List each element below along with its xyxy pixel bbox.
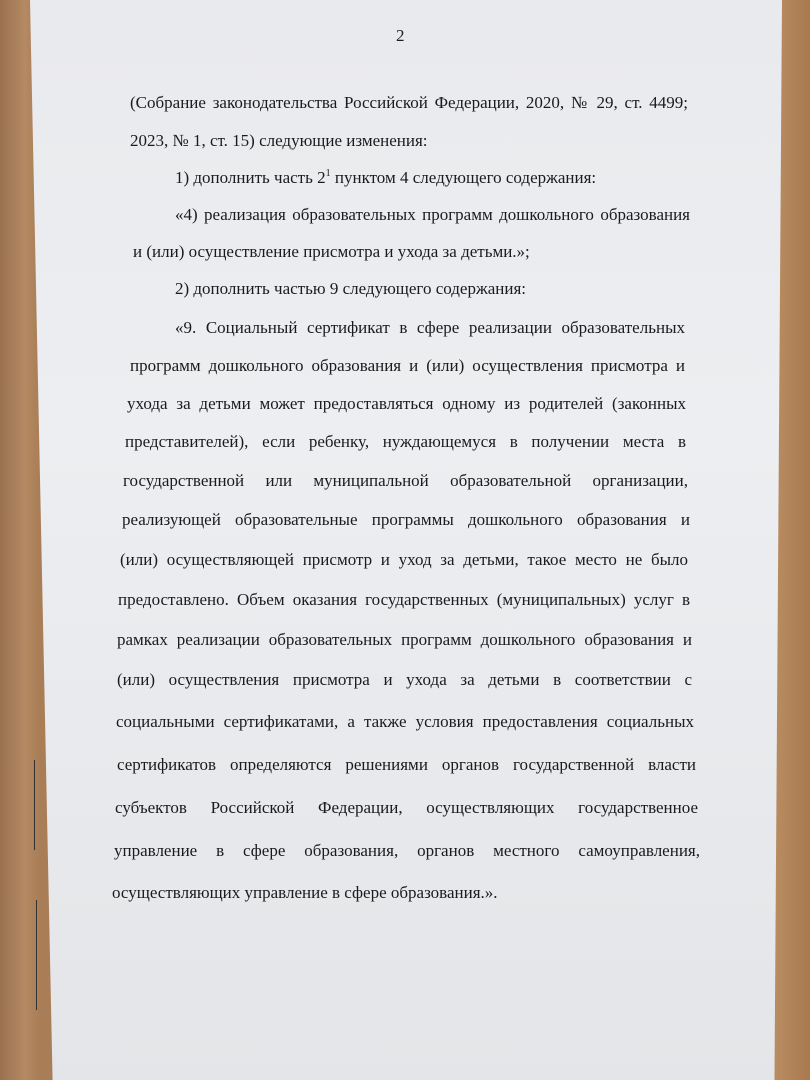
text-line: и (или) осуществление присмотра и ухода за детьми.»;: [133, 242, 530, 261]
text-line: государственной или муниципальной образовательной организации,: [123, 471, 688, 490]
text-line: (Собрание законодательства Российской Федерации, 2020, № 29, ст. 4499;: [130, 93, 688, 112]
text-line: управление в сфере образования, органов местного самоуправления,: [114, 841, 700, 860]
superscript: 1: [325, 168, 331, 179]
text-line: социальными сертификатами, а также условия предоставления социальных: [116, 712, 694, 731]
text-line: (или) осуществления присмотра и ухода за детьми в соответствии с: [117, 670, 692, 689]
page-number: 2: [396, 26, 405, 45]
text-line: 2023, № 1, ст. 15) следующие изменения:: [130, 131, 428, 150]
paper-edge-mark: [34, 760, 35, 850]
text-line: реализующей образовательные программы дошкольного образования и: [122, 510, 690, 529]
text-line: (или) осуществляющей присмотр и уход за детьми, такое место не было: [120, 550, 688, 569]
text-line: «4) реализация образовательных программ дошкольного образования: [175, 205, 690, 224]
text-line: ухода за детьми может предоставляться одному из родителей (законных: [127, 394, 686, 413]
text-line: рамках реализации образовательных программ дошкольного образования и: [117, 630, 692, 649]
text-fragment: 1) дополнить часть 2: [175, 168, 326, 187]
text-fragment: пунктом 4 следующего содержания:: [330, 168, 597, 187]
text-line: сертификатов определяются решениями органов государственной власти: [117, 755, 696, 774]
paper-edge-mark: [36, 900, 37, 1010]
text-line: субъектов Российской Федерации, осуществляющих государственное: [115, 798, 698, 817]
document-page: [30, 0, 782, 1080]
text-line: 2) дополнить частью 9 следующего содержания:: [175, 279, 526, 298]
text-line: [175, 168, 596, 188]
text-line: «9. Социальный сертификат в сфере реализации образовательных: [175, 318, 685, 337]
text-line: осуществляющих управление в сфере образования.».: [112, 883, 498, 902]
text-line: программ дошкольного образования и (или) осуществления присмотра и: [130, 356, 685, 375]
text-line: предоставлено. Объем оказания государственных (муниципальных) услуг в: [118, 590, 690, 609]
text-line: представителей), если ребенку, нуждающемуся в получении места в: [125, 432, 686, 451]
